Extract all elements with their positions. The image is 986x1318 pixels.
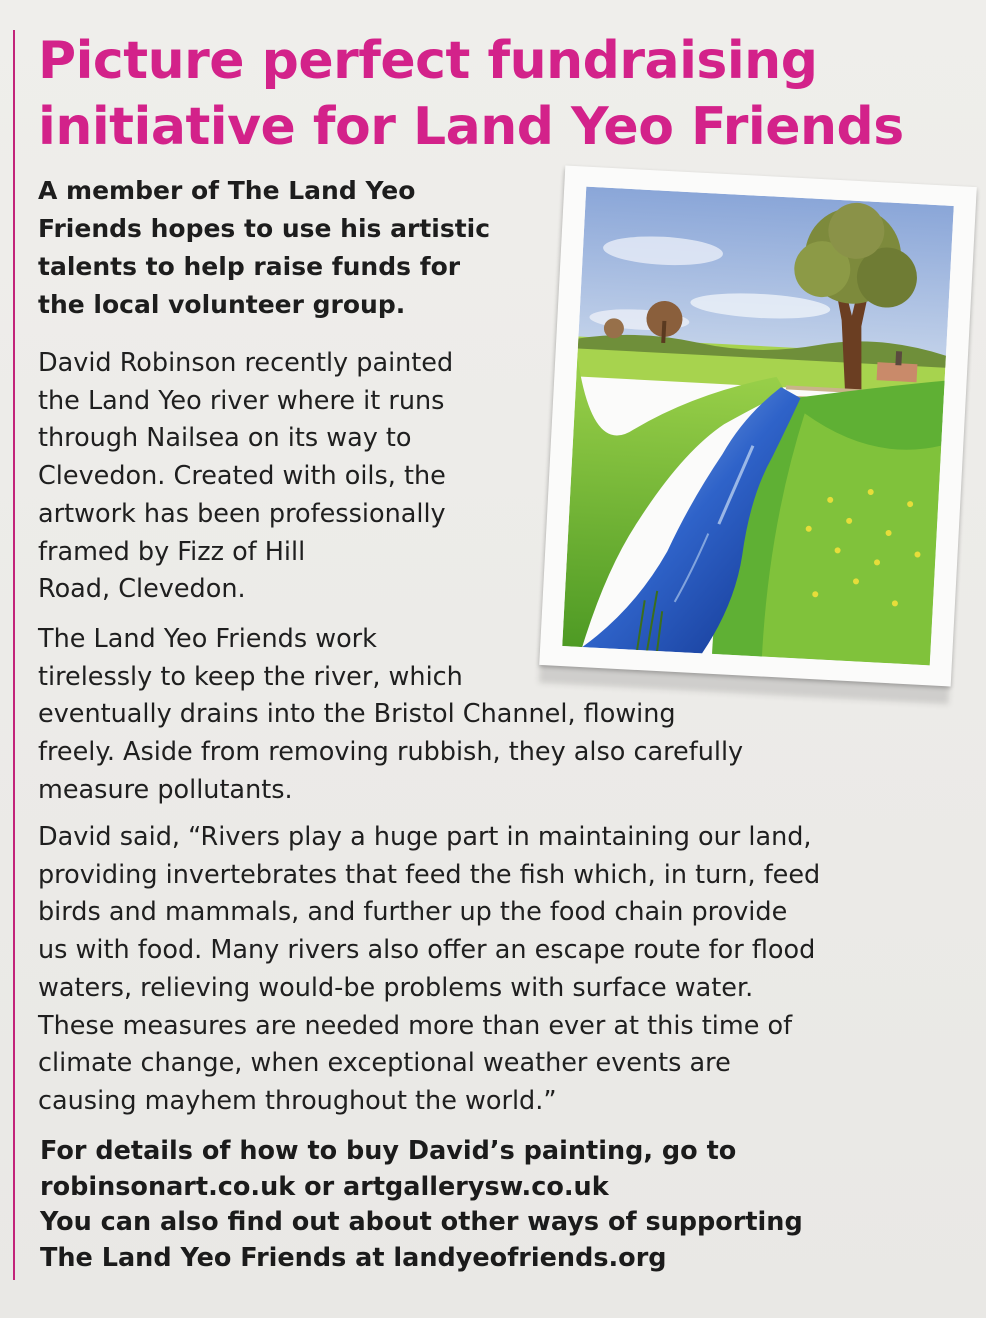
cta-line: You can also find out about other ways of supporting	[40, 1207, 803, 1237]
article-headline	[38, 28, 968, 160]
paragraph-line: tirelessly to keep the river, which	[38, 661, 463, 692]
paragraph-line: measure pollutants.	[38, 774, 293, 805]
cta-line: For details of how to buy David’s painting, go to	[40, 1136, 737, 1166]
paragraph-line: artwork has been professionally	[38, 498, 446, 529]
paragraph-line: the Land Yeo river where it runs	[38, 385, 445, 416]
headline-line: initiative for Land Yeo Friends	[38, 97, 904, 157]
paragraph-line: freely. Aside from removing rubbish, they also carefully	[38, 737, 744, 768]
paragraph-line: us with food. Many rivers also offer an escape route for flood	[38, 935, 816, 966]
paragraph-line: David Robinson recently painted	[38, 348, 454, 378]
paragraph-line: birds and mammals, and further up the food chain provide	[38, 897, 788, 928]
framed-painting	[539, 166, 977, 687]
standfirst-line: Friends hopes to use his artistic	[38, 214, 491, 243]
paragraph-line: eventually drains into the Bristol Channel, flowing	[38, 699, 676, 730]
paragraph-line: These measures are needed more than ever at this time of	[38, 1010, 793, 1041]
quote-paragraph	[38, 819, 968, 1121]
paragraph-line: Road, Clevedon.	[38, 574, 246, 605]
standfirst-line: talents to help raise funds for	[38, 252, 461, 281]
paragraph-line: Clevedon. Created with oils, the	[38, 461, 446, 492]
cta-line: The Land Yeo Friends at landyeofriends.org	[40, 1242, 667, 1273]
paragraph-line: David said, “Rivers play a huge part in maintaining our land,	[38, 822, 812, 852]
article-standfirst	[38, 172, 548, 324]
paragraph-line: climate change, when exceptional weather events are	[38, 1048, 731, 1079]
paragraph-line: through Nailsea on its way to	[38, 423, 412, 454]
paragraph-line: The Land Yeo Friends work	[38, 624, 377, 654]
paragraph-line: causing mayhem throughout the world.”	[38, 1085, 557, 1116]
standfirst-line: A member of The Land Yeo	[38, 176, 416, 205]
paragraph-line: waters, relieving would-be problems with surface water.	[38, 972, 754, 1003]
body-paragraph	[38, 345, 538, 609]
call-to-action	[40, 1134, 940, 1276]
accent-rule	[13, 30, 15, 1280]
headline-line: Picture perfect fundraising	[38, 31, 818, 91]
river-painting-image	[562, 187, 954, 666]
paragraph-line: providing invertebrates that feed the fish which, in turn, feed	[38, 859, 821, 890]
paragraph-line: framed by Fizz of Hill	[38, 536, 306, 567]
standfirst-line: the local volunteer group.	[38, 290, 406, 319]
cta-line: robinsonart.co.uk or artgallerysw.co.uk	[40, 1171, 609, 1202]
